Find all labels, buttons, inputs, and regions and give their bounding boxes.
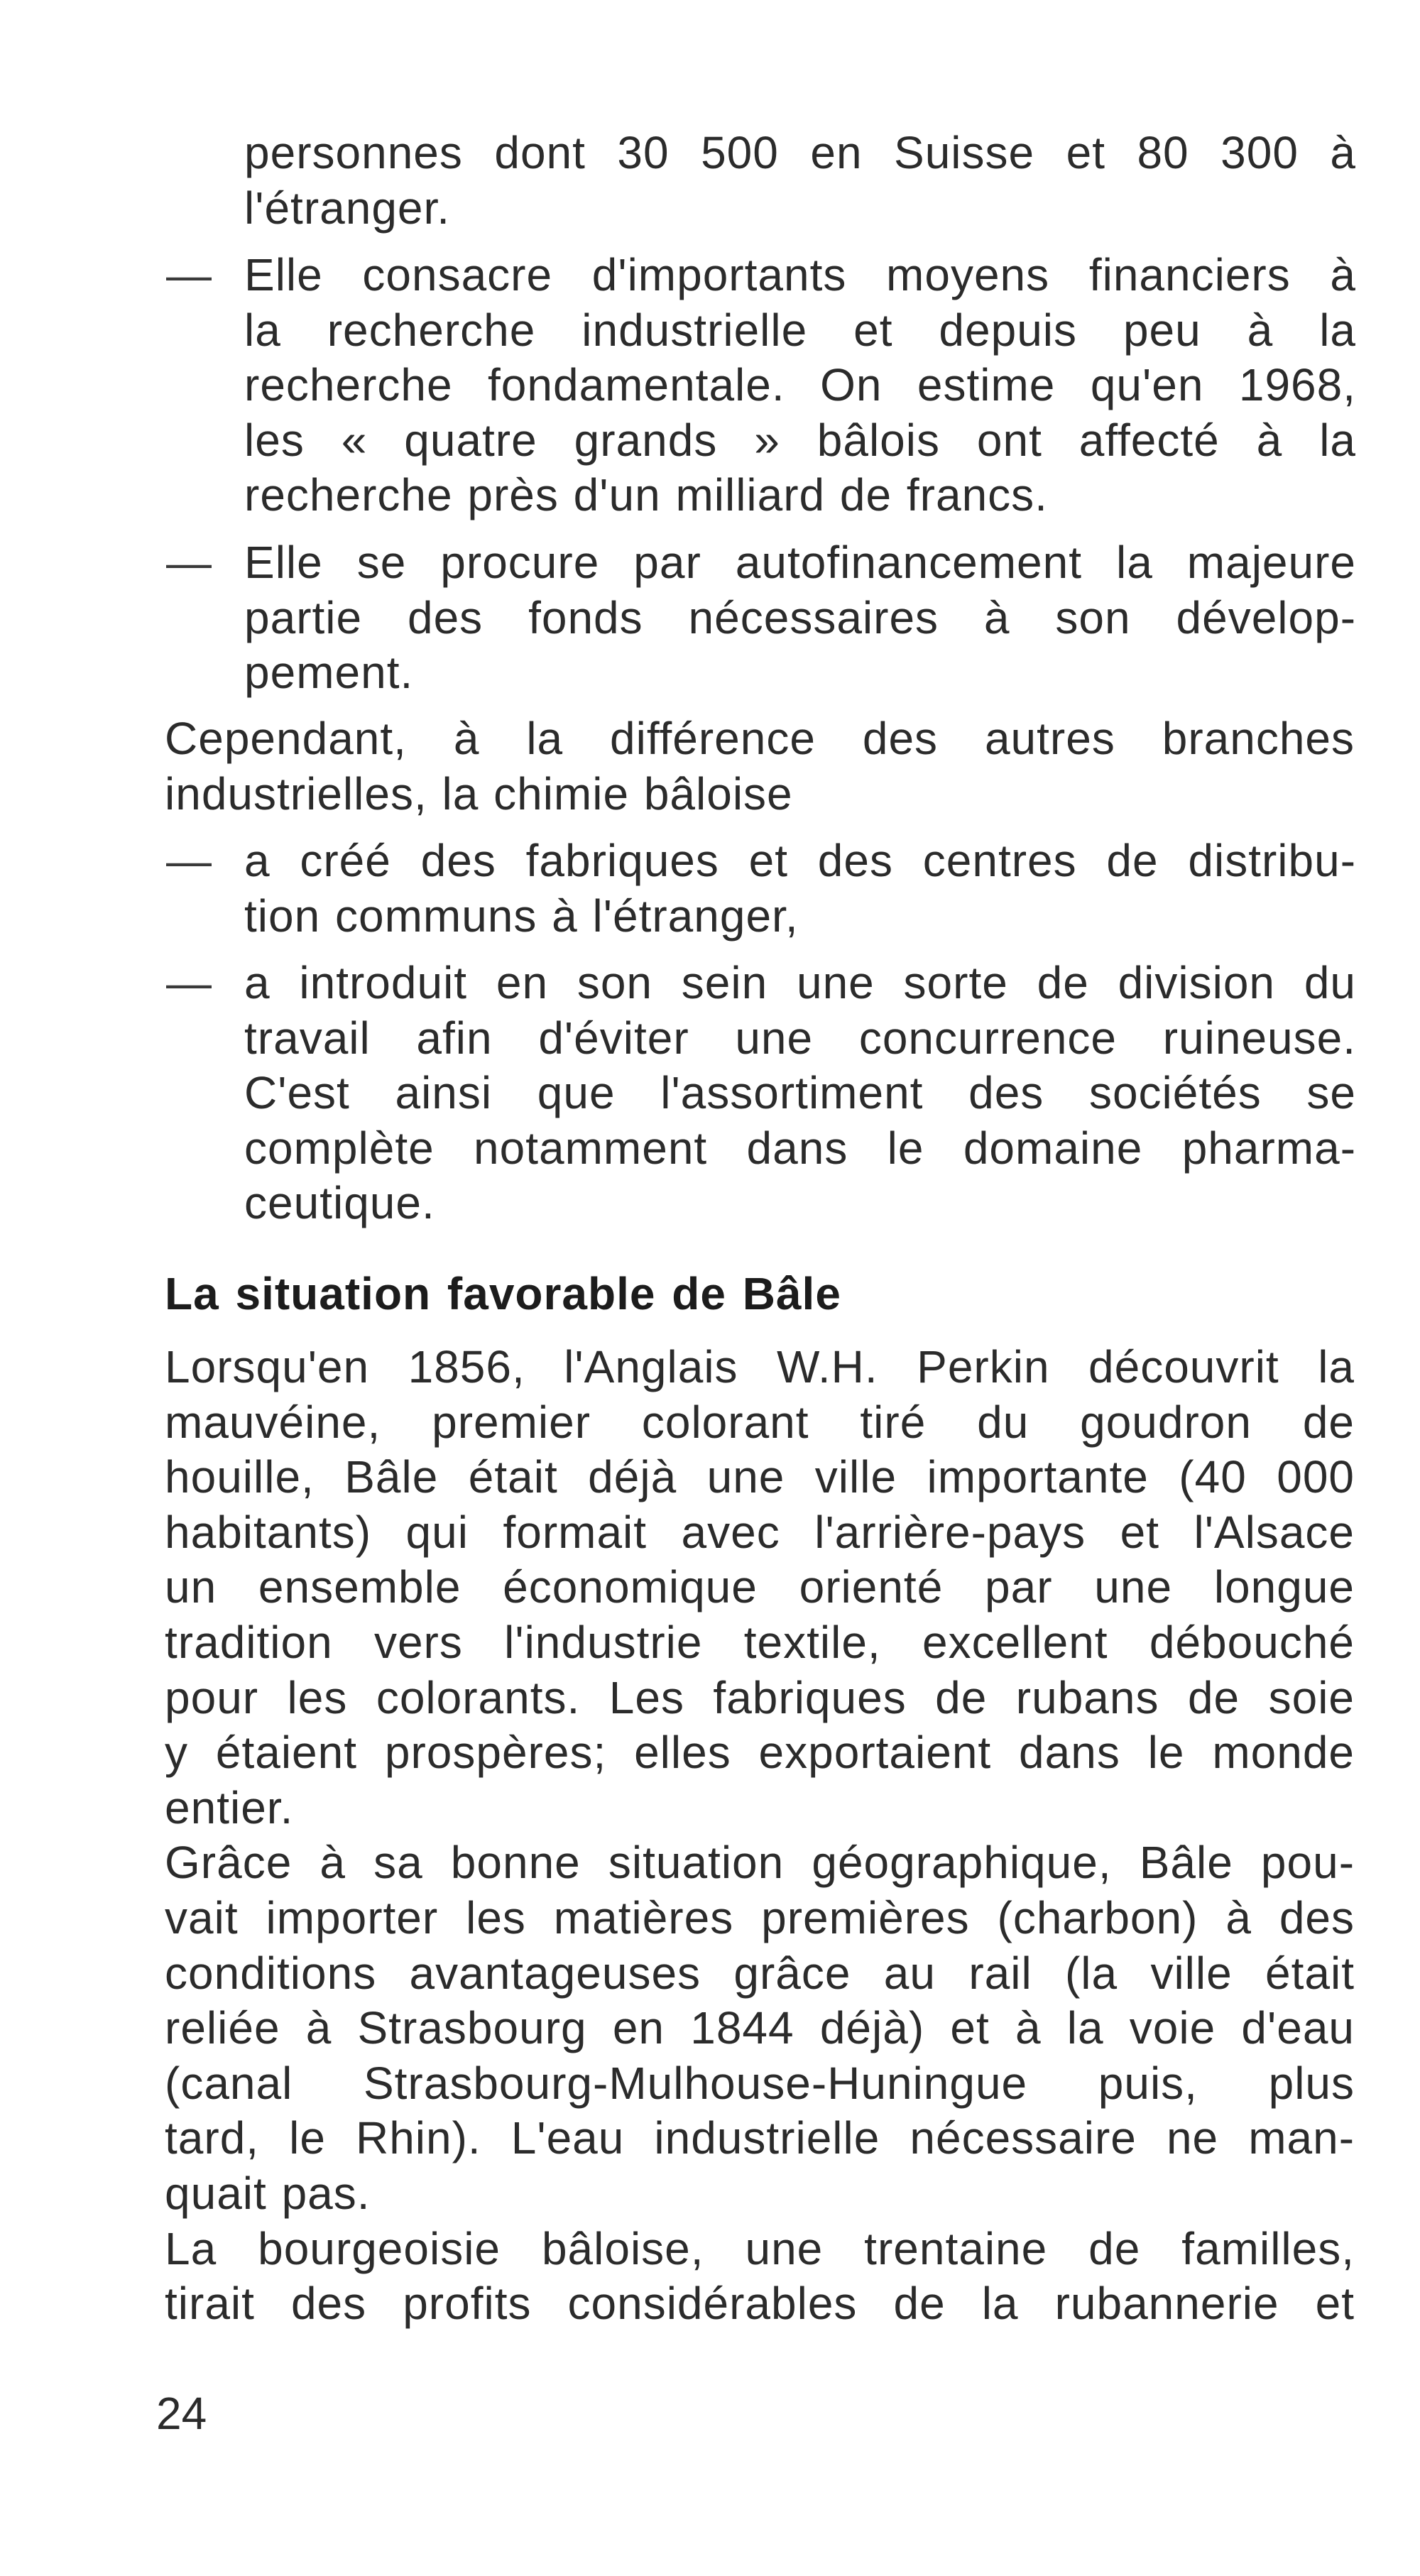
text-line: ceutique. [244, 1177, 435, 1229]
text-line: recherche près d'un milliard de francs. [244, 469, 1048, 521]
text-line: quait pas. [165, 2167, 371, 2219]
text-line: un ensemble économique orienté par une longue [165, 1561, 1355, 1613]
em-dash-bullet: — [166, 957, 212, 1008]
text-line: recherche fondamentale. On estime qu'en 1968, [244, 359, 1356, 411]
section-heading: La situation favorable de Bâle [165, 1268, 841, 1319]
text-line: partie des fonds nécessaires à son dévelop- [244, 591, 1356, 643]
list-item-continuation [244, 126, 1356, 236]
text-line: la recherche industrielle et depuis peu à la [244, 304, 1356, 356]
text-line: houille, Bâle était déjà une ville importante (40 000 [165, 1451, 1355, 1503]
em-dash-bullet: — [166, 537, 212, 588]
text-line: tirait des profits considérables de la rubannerie et [165, 2278, 1355, 2330]
text-line: Grâce à sa bonne situation géographique, Bâle pou- [165, 1837, 1355, 1889]
list-item [166, 956, 1356, 1231]
text-line: l'étranger. [244, 182, 451, 234]
text-line: y étaient prospères; elles exportaient dans le monde [165, 1727, 1355, 1779]
text-line: tard, le Rhin). L'eau industrielle nécessaire ne man- [165, 2112, 1355, 2164]
text-line: les « quatre grands » bâlois ont affecté à la [244, 414, 1356, 466]
em-dash-bullet: — [166, 249, 212, 300]
text-line: Lorsqu'en 1856, l'Anglais W.H. Perkin découvrit la [165, 1341, 1355, 1392]
text-line: tradition vers l'industrie textile, excellent débouché [165, 1616, 1355, 1668]
text-line: pement. [244, 647, 414, 699]
page-number: 24 [156, 2388, 207, 2439]
text-line: a créé des fabriques et des centres de distribu- [244, 835, 1356, 886]
text-line: industrielles, la chimie bâloise [165, 768, 793, 819]
text-line: a introduit en son sein une sorte de division du [244, 957, 1356, 1008]
em-dash-bullet: — [166, 835, 212, 886]
text-line: reliée à Strasbourg en 1844 déjà) et à la voie d'eau [165, 2002, 1355, 2054]
text-line: Cependant, à la différence des autres branches [165, 713, 1355, 764]
text-line: pour les colorants. Les fabriques de rubans de soie [165, 1671, 1355, 1723]
text-line: travail afin d'éviter une concurrence ruineuse. [244, 1012, 1356, 1064]
text-line: C'est ainsi que l'assortiment des sociétés se [244, 1067, 1356, 1119]
text-line: mauvéine, premier colorant tiré du goudron de [165, 1396, 1355, 1448]
text-line: entier. [165, 1781, 294, 1833]
text-line: vait importer les matières premières (charbon) à des [165, 1892, 1355, 1943]
text-line: personnes dont 30 500 en Suisse et 80 300 à [244, 127, 1356, 178]
text-line: complète notamment dans le domaine pharma- [244, 1122, 1356, 1174]
text-line: habitants) qui formait avec l'arrière-pays et l'Alsace [165, 1506, 1355, 1558]
text-line: Elle consacre d'importants moyens financiers à [244, 249, 1356, 300]
text-line: La bourgeoisie bâloise, une trentaine de familles, [165, 2222, 1355, 2274]
text-line: conditions avantageuses grâce au rail (la ville était [165, 1947, 1355, 1999]
text-line: tion communs à l'étranger, [244, 890, 799, 942]
text-line: (canal Strasbourg-Mulhouse-Huningue puis, plus [165, 2057, 1355, 2109]
list-item [166, 248, 1356, 523]
text-line: Elle se procure par autofinancement la majeure [244, 537, 1356, 588]
list-item [166, 834, 1356, 944]
list-item [166, 535, 1356, 701]
paragraph [165, 711, 1355, 822]
section-body [165, 1340, 1355, 2332]
